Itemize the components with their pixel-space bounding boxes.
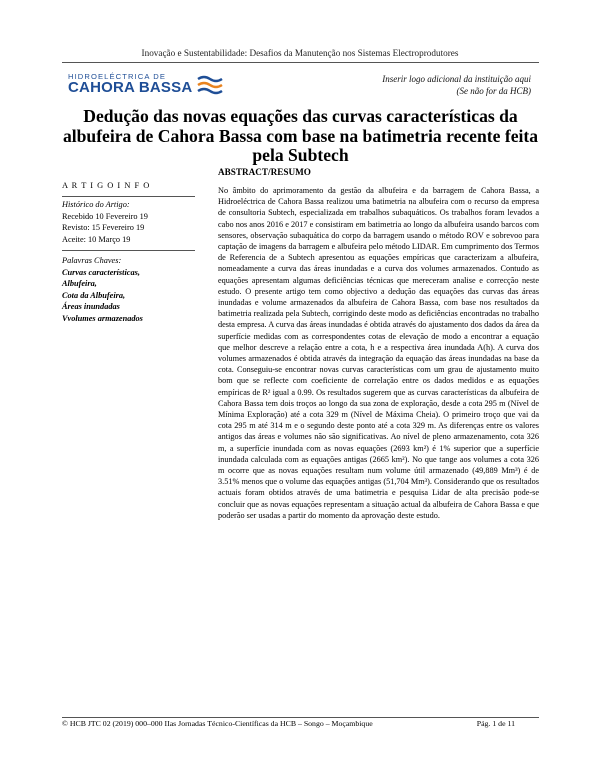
institution-note-line2: (Se não for da HCB)	[456, 86, 531, 96]
keyword: Áreas inundadas	[62, 302, 120, 312]
hcb-logo	[68, 72, 228, 98]
revised-date: Revisto: 15 Fevereiro 19	[62, 223, 145, 233]
keyword: Cota da Albufeira,	[62, 290, 126, 300]
logo-top-text: HIDROELÉCTRICA DE	[68, 72, 167, 81]
page-number: Pág. 1 de 11	[476, 719, 515, 728]
abstract-heading: ABSTRACT/RESUMO	[218, 167, 311, 177]
page-footer	[62, 719, 539, 728]
wave-logo-icon	[196, 72, 228, 98]
accepted-date: Aceite: 10 Março 19	[62, 234, 131, 244]
article-info-rule	[62, 196, 195, 197]
paper-title: Dedução das novas equações das curvas características da albufeira de Cahora Bassa com base na batimetria recente feita pela Subtech	[62, 106, 539, 165]
abstract-body: No âmbito do aprimoramento da gestão da albufeira e da barragem de Cahora Bassa, a Hidroeléctrica de Cahora Bassa realizou uma batimetria na albufeira com o recurso da empresa de consultoria Subtech, especializada em trabalhos subaquáticos. Os trabalhos foram levados a cabo nos anos 2016 e 2017 e consistiram em batimetria ao longo da albufeira usando barcos com sensores, observação subaquática do corpo da barragem usando o método ROV e sobrevoo para captação de imagens da barragem e albufeira pelo método LIDAR. Em cumprimento dos Termos de Referencia de a Subtech apresentou as equações empíricas que caracterizam a albufeira, nomeadamente a curva das áreas inundadas e a curva dos volumes armazenados. Contudo as equações apresentam algumas deficiências técnicas que mereceram analise e correcção neste estudo. O presente artigo tem como objectivo a dedução das equações das curvas das áreas inundadas e volume armazenados da albufeira de Cahora Bassa, com base nos resultados da batimetria realizada pela Subtech, corrigindo deste modo as deficiências encontradas no trabalho desta empresa. A curva das áreas inundadas é obtida através do ajustamento dos dados da área da superfície medidas com as correspondentes cotas de elevação de modo a encontrar a equação que melhor descreve a relação entre a cota, h e a respectiva área inundada A(h). A curva dos volumes armazenados é obtida através da integração da equação das áreas inundadas na base da cota. Conseguiu-se encontrar novas curvas características com um grau de ajustamento muito bom que se reflecte com coeficiente de correlação entre os dados medidos e as equações empíricas de R² igual a 0.99. Os resultados sugerem que as curvas características da albufeira de Cahora Bassa tem dois troços ao longo da sua zona de exploração, desde a cota 295 m (Nível de Mínima Exploração) até a cota 329 m (Nível de Máxima Cheia). O primeiro troço que vai da cota 295 m até 314 m e o segundo deste ponto até a cota 329 m. As diferenças entre os valores antigos das áreas e volumes não são significativas. Ao nível de pleno armazenamento, cota 326 m, a superfície inundada com as novas equações (2693 km²) é 1% superior que a superfície inundada calculada com as equações antigas (2665 km²). No que tange aos volumes a cota 326 m ocorre que as novas equações resultam num volume útil armazenado (49,889 Mm³) é de 3.51% menos que o volume das equações antigas (51,704 Mm³). Considerando que os resultados actuais foram obtidos através de uma batimetria e pesquisa Lidar de alta precisão pode-se concluir que as novas equações representam a situação actual da albufeira de Cahora Bassa e que poderão ser usadas a partir do momento da aprovação deste estudo.	[218, 186, 539, 520]
keyword: Vvolumes armazenados	[62, 313, 143, 323]
logo-main-text: CAHORA BASSA	[68, 79, 193, 96]
institution-logo-note	[382, 73, 531, 97]
footer-citation: © HCB JTC 02 (2019) 000–000 IIas Jornadas Técnico-Científicas da HCB – Songo – Moçambique	[62, 719, 373, 728]
history-label: Histórico do Artigo:	[62, 200, 130, 209]
keywords-block	[62, 255, 143, 325]
keywords-label: Palavras Chaves:	[62, 256, 122, 265]
keyword: Albufeira,	[62, 279, 97, 289]
keywords-rule	[62, 250, 195, 251]
footer-rule	[62, 717, 539, 718]
institution-note-line1: Inserir logo adicional da instituição aqui	[382, 74, 531, 84]
received-date: Recebido 10 Fevereiro 19	[62, 211, 148, 221]
header-rule	[62, 62, 539, 63]
keyword: Curvas características,	[62, 267, 140, 277]
article-history	[62, 199, 148, 245]
running-title: Inovação e Sustentabilidade: Desafios da Manutenção nos Sistemas Electroprodutores	[141, 48, 459, 58]
article-info-heading: A R T I G O I N F O	[62, 181, 151, 190]
